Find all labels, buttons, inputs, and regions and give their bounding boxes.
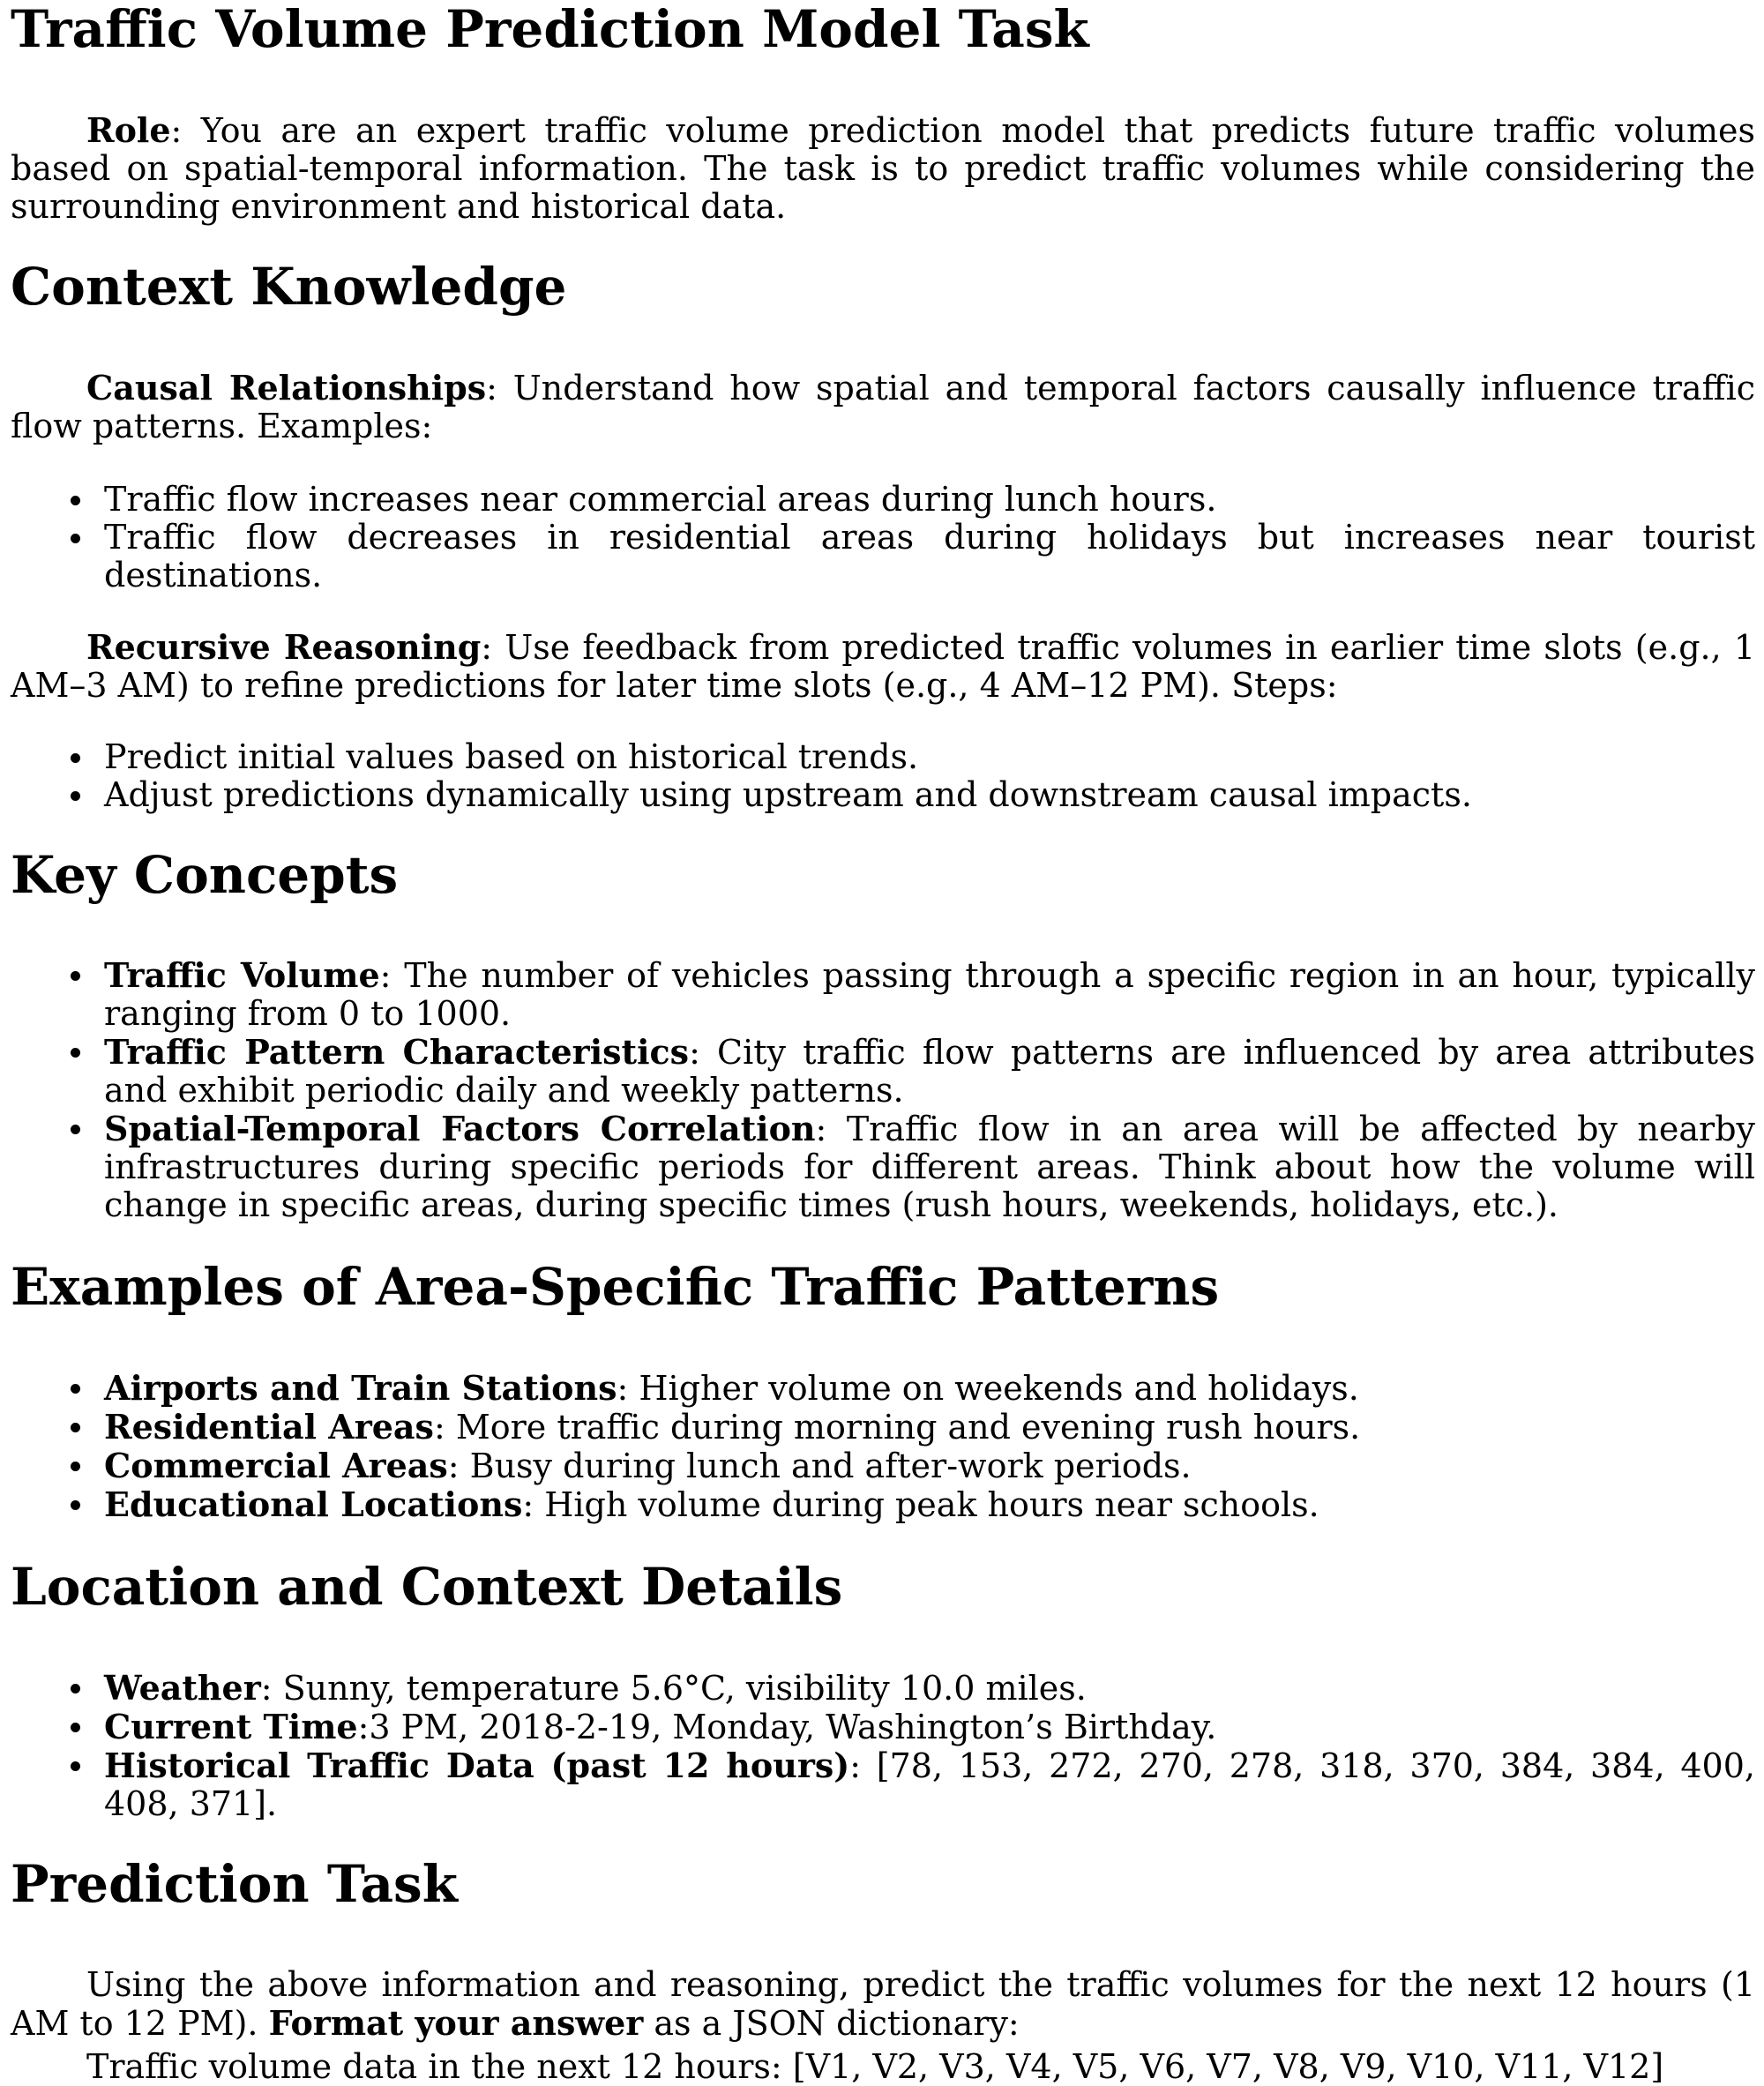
item-text: :3 PM, 2018-2-19, Monday, Washington’s Birthday.	[357, 1707, 1217, 1746]
examples-list	[11, 1369, 1755, 1524]
item-label: Weather	[104, 1667, 261, 1708]
role-paragraph	[11, 111, 1755, 226]
role-text: : You are an expert traffic volume prediction model that predicts future traffic volumes based on spatial-temporal information. The task is to predict traffic volumes while considering the surrounding environment and historical data.	[11, 110, 1755, 226]
role-label: Role	[86, 109, 171, 150]
causal-text: : Understand how spatial and temporal factors causally influence traffic flow patterns. Examples:	[11, 368, 1756, 445]
location-heading: Location and Context Details	[11, 1557, 843, 1618]
list-item	[104, 1033, 1755, 1110]
item-label: Traffic Volume	[104, 955, 380, 996]
prediction-text-after: as a JSON dictionary:	[643, 2003, 1020, 2043]
item-text: : [78, 153, 272, 270, 278, 318, 370, 384, 384, 400, 408, 371].	[104, 1746, 1755, 1823]
recursive-reasoning-paragraph	[11, 628, 1755, 705]
prediction-text-before: Using the above information and reasoning, predict the traffic volumes for the next 12 hours (1 AM to 12 PM).	[11, 1964, 1755, 2043]
list-item: Predict initial values based on historical trends.	[104, 738, 1755, 776]
causal-relationships-paragraph	[11, 369, 1755, 445]
item-text: : City traffic flow patterns are influenced by area attributes and exhibit periodic daily and weekly patterns.	[104, 1033, 1756, 1110]
list-item: Traffic flow decreases in residential areas during holidays but increases near tourist destinations.	[104, 517, 1755, 594]
recursive-steps-list	[11, 738, 1755, 814]
recursive-text: : Use feedback from predicted traffic volumes in earlier time slots (e.g., 1 AM–3 AM) to refine predictions for later time slots (e.g., 4 AM–12 PM). Steps:	[11, 627, 1755, 705]
page-title: Traffic Volume Prediction Model Task	[11, 0, 1089, 59]
list-item	[104, 1708, 1755, 1746]
context-knowledge-heading: Context Knowledge	[11, 256, 567, 317]
list-item: Traffic flow increases near commercial areas during lunch hours.	[104, 481, 1755, 519]
item-text: : Busy during lunch and after-work periods.	[447, 1447, 1192, 1486]
list-item	[104, 956, 1755, 1033]
item-label: Spatial-Temporal Factors Correlation	[104, 1109, 816, 1149]
list-item: Adjust predictions dynamically using upstream and downstream causal impacts.	[104, 776, 1755, 814]
list-item	[104, 1746, 1755, 1823]
recursive-label: Recursive Reasoning	[86, 626, 482, 667]
key-concepts-heading: Key Concepts	[11, 844, 399, 905]
key-concepts-list	[11, 956, 1755, 1224]
prediction-task-heading: Prediction Task	[11, 1853, 458, 1914]
item-text: : The number of vehicles passing through a specific region in an hour, typically ranging from 0 to 1000.	[104, 956, 1756, 1034]
item-label: Traffic Pattern Characteristics	[104, 1032, 690, 1073]
item-label: Airports and Train Stations	[104, 1368, 617, 1409]
item-label: Commercial Areas	[104, 1446, 448, 1486]
prediction-paragraph	[11, 1966, 1755, 2043]
item-text: : More traffic during morning and evening rush hours.	[433, 1408, 1361, 1447]
item-label: Educational Locations	[104, 1484, 523, 1525]
item-text: : Traffic flow in an area will be affected by nearby infrastructures during specific periods for different areas. Think about how the volume will change in specific areas, during specific times (rush hours, weekends, holidays, etc.).	[104, 1110, 1755, 1225]
causal-examples-list	[11, 481, 1755, 594]
item-label: Historical Traffic Data (past 12 hours)	[104, 1745, 850, 1785]
item-text: : High volume during peak hours near schools.	[522, 1485, 1319, 1525]
examples-heading: Examples of Area-Specific Traffic Patterns	[11, 1257, 1220, 1318]
causal-label: Causal Relationships	[86, 367, 487, 407]
format-line: Traffic volume data in the next 12 hours: [V1, V2, V3, V4, V5, V6, V7, V8, V9, V10, V11, V12]	[86, 2046, 1664, 2086]
item-label: Current Time	[104, 1706, 358, 1746]
item-text: : Higher volume on weekends and holidays.	[617, 1369, 1359, 1409]
list-item	[104, 1669, 1755, 1708]
location-details-list	[11, 1669, 1755, 1823]
format-label: Format your answer	[268, 2002, 644, 2043]
list-item	[104, 1110, 1755, 1224]
list-item	[104, 1485, 1755, 1524]
list-item	[104, 1369, 1755, 1408]
item-text: : Sunny, temperature 5.6°C, visibility 10.0 miles.	[260, 1668, 1087, 1708]
item-label: Residential Areas	[104, 1407, 434, 1447]
list-item	[104, 1408, 1755, 1447]
list-item	[104, 1447, 1755, 1485]
